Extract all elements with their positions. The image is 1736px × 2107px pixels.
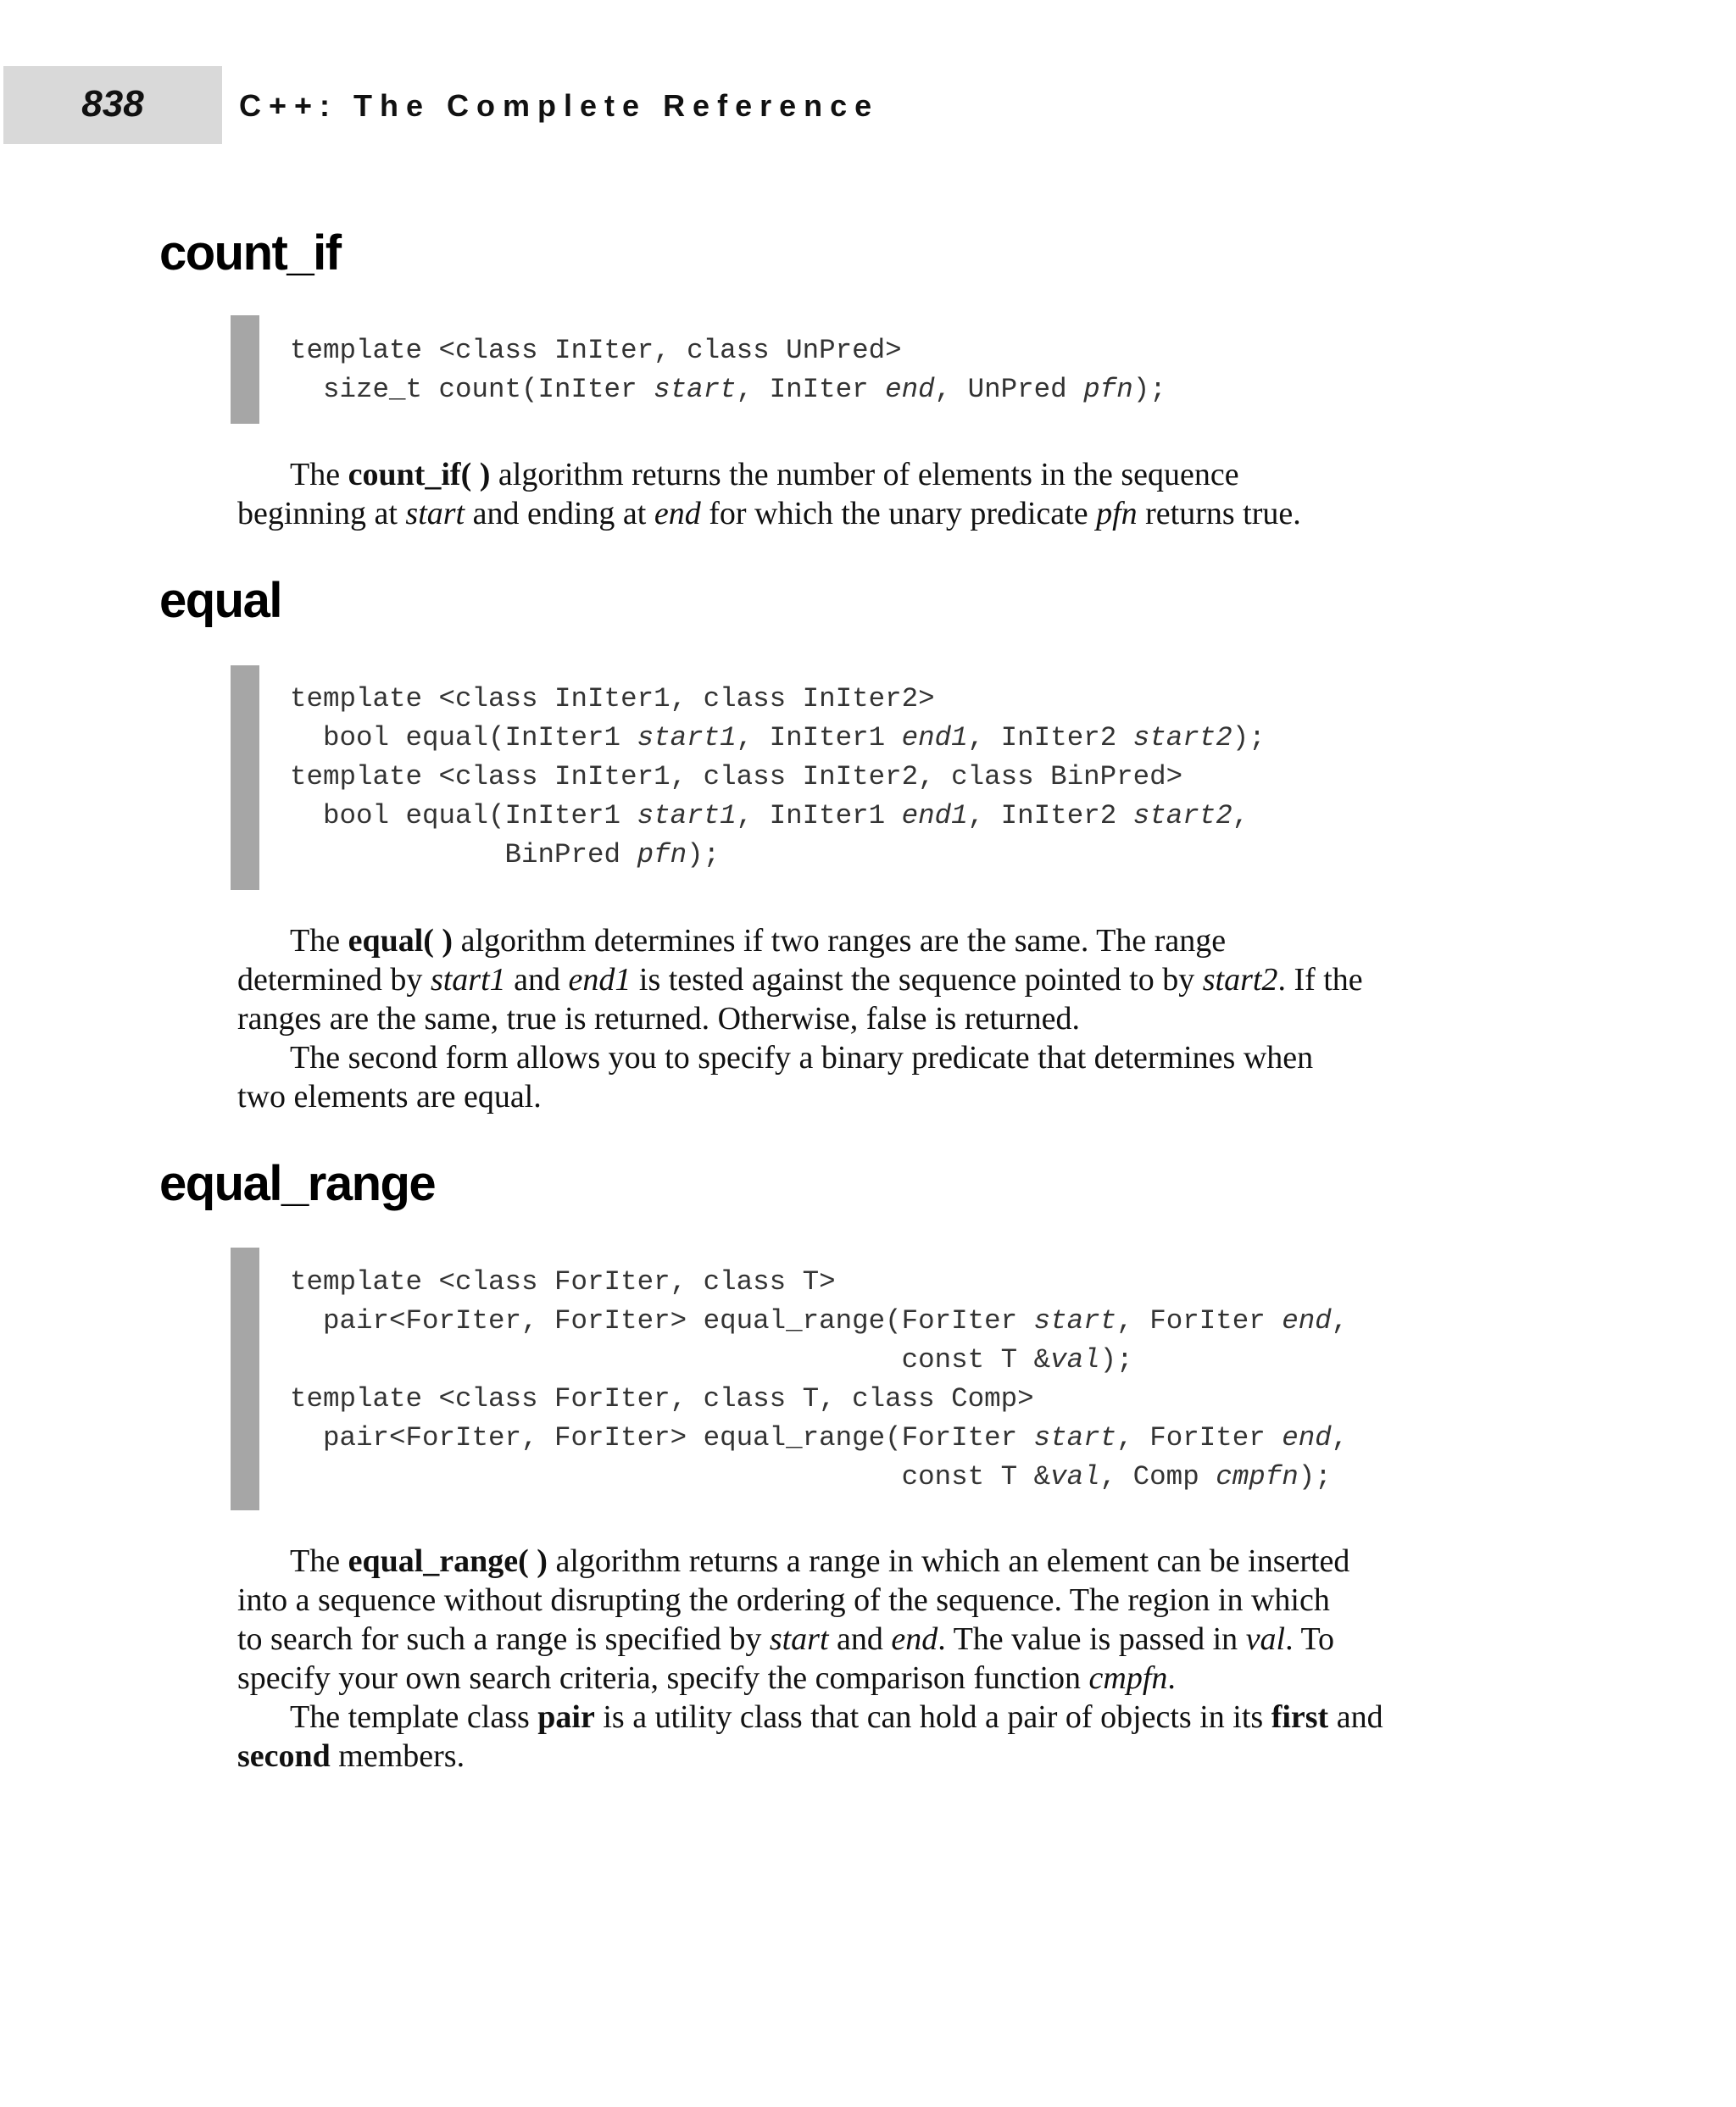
paragraph-line: second members. xyxy=(237,1738,465,1774)
code-line: BinPred pfn); xyxy=(290,839,721,870)
paragraph-line: The count_if( ) algorithm returns the number of elements in the sequence xyxy=(290,457,1239,492)
paragraph-line: specify your own search criteria, specify the comparison function cmpfn. xyxy=(237,1660,1176,1696)
paragraph-line: two elements are equal. xyxy=(237,1079,542,1115)
code-line: bool equal(InIter1 start1, InIter1 end1, InIter2 start2); xyxy=(290,722,1266,753)
code-bar xyxy=(231,315,259,424)
paragraph-line: The equal( ) algorithm determines if two ranges are the same. The range xyxy=(290,923,1227,959)
code-line: const T &val, Comp cmpfn); xyxy=(290,1461,1332,1493)
running-title: C++: The Complete Reference xyxy=(239,88,880,123)
code-line: template <class InIter, class UnPred> xyxy=(290,335,902,366)
section-heading: count_if xyxy=(159,225,341,281)
code-line: pair<ForIter, ForIter> equal_range(ForIter start, ForIter end, xyxy=(290,1422,1349,1454)
section-heading: equal_range xyxy=(159,1156,436,1211)
code-line: bool equal(InIter1 start1, InIter1 end1, InIter2 start2, xyxy=(290,800,1249,831)
code-line: pair<ForIter, ForIter> equal_range(ForIter start, ForIter end, xyxy=(290,1305,1349,1337)
section-heading: equal xyxy=(159,573,281,628)
code-line: size_t count(InIter start, InIter end, UnPred pfn); xyxy=(290,374,1166,405)
code-line: template <class InIter1, class InIter2, class BinPred> xyxy=(290,761,1183,792)
code-line: template <class InIter1, class InIter2> xyxy=(290,683,935,714)
page-number: 838 xyxy=(81,83,144,125)
code-line: const T &val); xyxy=(290,1344,1133,1376)
paragraph-line: The equal_range( ) algorithm returns a range in which an element can be inserted xyxy=(290,1543,1350,1579)
code-line: template <class ForIter, class T> xyxy=(290,1266,836,1298)
paragraph-line: The second form allows you to specify a binary predicate that determines when xyxy=(290,1040,1314,1076)
code-bar xyxy=(231,665,259,890)
paragraph-line: into a sequence without disrupting the ordering of the sequence. The region in which xyxy=(237,1582,1330,1618)
code-line: template <class ForIter, class T, class Comp> xyxy=(290,1383,1034,1415)
paragraph-line: The template class pair is a utility class that can hold a pair of objects in its first and xyxy=(290,1699,1383,1735)
page-number-tab xyxy=(3,66,222,144)
paragraph-line: to search for such a range is specified by start and end. The value is passed in val. To xyxy=(237,1621,1334,1657)
paragraph-line: ranges are the same, true is returned. Otherwise, false is returned. xyxy=(237,1001,1080,1037)
paragraph-line: determined by start1 and end1 is tested against the sequence pointed to by start2. If the xyxy=(237,962,1363,998)
code-bar xyxy=(231,1248,259,1510)
paragraph-line: beginning at start and ending at end for which the unary predicate pfn returns true. xyxy=(237,496,1301,531)
